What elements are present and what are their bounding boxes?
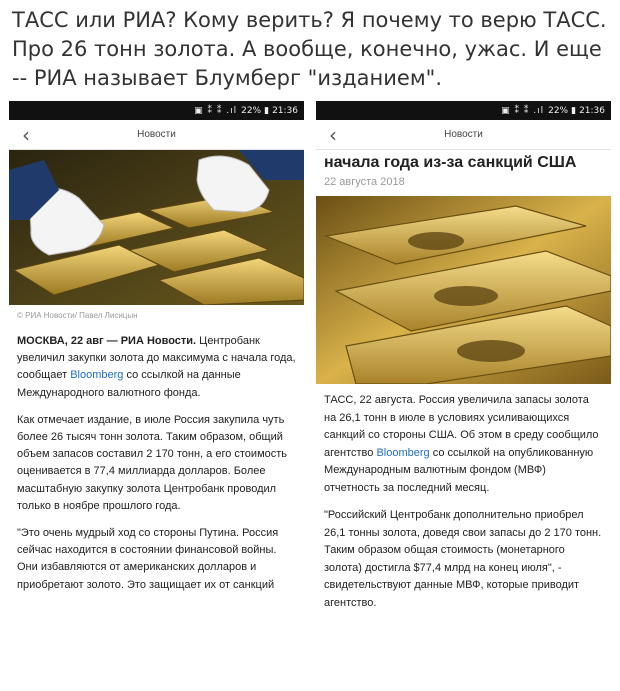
article-body bbox=[316, 384, 611, 612]
photo-credit: © РИА Новости/ Павел Лисицын bbox=[17, 311, 138, 320]
lead-text: Центробанк увеличил закупки золота до максимума с начала года, сообщает bbox=[17, 335, 296, 382]
app-header bbox=[316, 120, 611, 150]
clock: 21:36 bbox=[579, 105, 605, 116]
article-lead bbox=[17, 333, 296, 402]
battery-level: 22% bbox=[548, 105, 569, 116]
battery-level: 22% bbox=[241, 105, 262, 116]
battery-icon: ▮ bbox=[264, 105, 270, 116]
status-bar bbox=[316, 101, 611, 120]
status-icons: ▣ ⁑ ⁑ .ıl bbox=[194, 105, 238, 116]
article-lead bbox=[324, 392, 603, 497]
gold-ingots-photo bbox=[316, 196, 611, 384]
lead-tail: со ссылкой на данные Международного валютного фонда. bbox=[17, 369, 241, 399]
status-icons: ▣ ⁑ ⁑ .ıl bbox=[501, 105, 545, 116]
article-date: 22 августа 2018 bbox=[324, 176, 405, 188]
screenshot-ria bbox=[9, 101, 304, 691]
header-title: Новости bbox=[137, 129, 176, 140]
bloomberg-link[interactable]: Bloomberg bbox=[376, 446, 430, 459]
post-caption: ТАСС или РИА? Кому верить? Я почему то верю ТАСС. Про 26 тонн золота. А вообще, конечно, ужас. И еще -- РИА называет Блумберг "изданием". bbox=[12, 8, 607, 90]
screenshot-tass bbox=[316, 101, 611, 691]
back-chevron-icon[interactable]: ‹ bbox=[329, 123, 337, 147]
article-paragraph: Как отмечает издание, в июле Россия закупила чуть более 26 тысяч тонн золота. Таким образом, общий объем запасов составил 2 170 тонн, а его стоимость оценивается в 77,4 миллиарда долларов. Более масштабную закупку золота Центробанк проводил только в ноябре прошлого года. bbox=[17, 413, 288, 512]
status-bar bbox=[9, 101, 304, 120]
article-quote: "Российский Центробанк дополнительно приобрел 26,1 тонны золота, доведя свои запасы до 2 170 тонн. Таким образом общая стоимость (монетарного золота) достигла $77,4 млрд на конец июля", - свидетельствуют данные МВФ, которые приводит агентство. bbox=[324, 509, 602, 609]
dateline: МОСКВА, 22 авг — РИА Новости. bbox=[17, 335, 197, 347]
lead-text: ТАСС, 22 августа. Россия увеличила запасы золота на 26,1 тонн в июле в условиях усиливающихся санкций со стороны США. Об этом в среду сообщило агентство bbox=[324, 394, 599, 459]
article-headline: начала года из-за санкций США bbox=[324, 154, 577, 171]
gold-bars-photo bbox=[9, 150, 304, 305]
lead-tail: со ссылкой на опубликованную Международным валютным фондом (МВФ) отчетность за последний месяц. bbox=[324, 446, 594, 494]
clock: 21:36 bbox=[272, 105, 298, 116]
bloomberg-link[interactable]: Bloomberg bbox=[70, 369, 124, 382]
app-header bbox=[9, 120, 304, 150]
back-chevron-icon[interactable]: ‹ bbox=[22, 123, 30, 147]
battery-icon: ▮ bbox=[571, 105, 577, 116]
header-title: Новости bbox=[444, 129, 483, 140]
article-body bbox=[9, 325, 304, 594]
article-quote: "Это очень мудрый ход со стороны Путина. Россия сейчас находится в состоянии финансовой войны. Они избавляются от американских долларов и приобретают золото. Это защищает их от санкций bbox=[17, 527, 279, 591]
